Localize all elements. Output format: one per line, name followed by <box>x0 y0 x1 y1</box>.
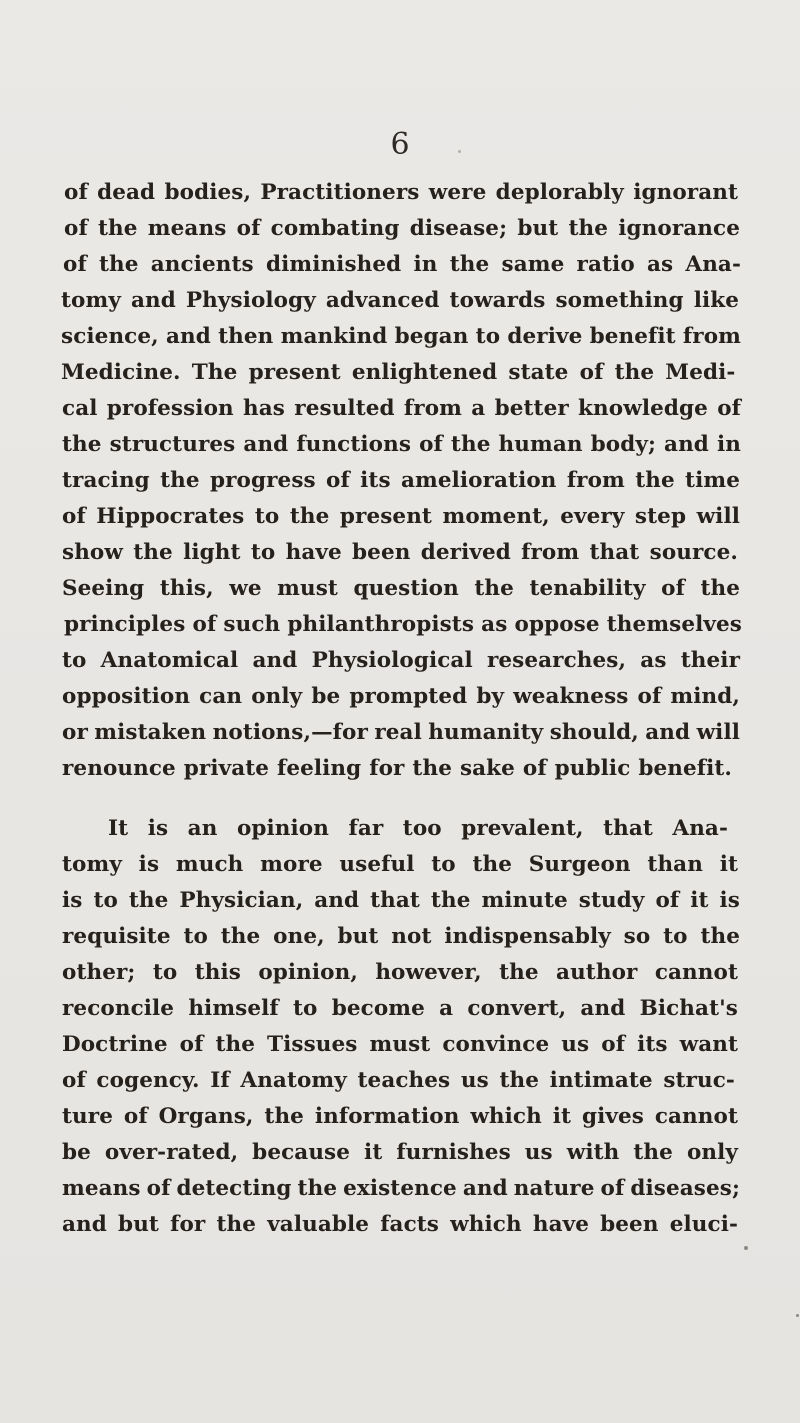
text-line: show the light to have been derived from that source. <box>62 540 738 565</box>
text-line: ture of Organs, the information which it gives cannot <box>62 1104 738 1129</box>
text-line: tomy is much more useful to the Surgeon than it <box>62 852 738 877</box>
text-line: means of detecting the existence and nature of diseases; <box>62 1176 740 1201</box>
text-line: of Hippocrates to the present moment, every step will <box>62 504 740 529</box>
text-line: of dead bodies, Practitioners were deplorably ignorant <box>64 180 738 205</box>
text-line: Doctrine of the Tissues must convince us of its want <box>62 1032 738 1057</box>
text-line: to Anatomical and Physiological researches, as their <box>62 648 740 673</box>
text-line: and but for the valuable facts which have been eluci- <box>62 1212 738 1237</box>
text-line: Medicine. The present enlightened state of the Medi- <box>61 360 736 385</box>
text-line: the structures and functions of the human body; and in <box>62 432 741 457</box>
text-line: opposition can only be prompted by weakness of mind, <box>62 684 740 709</box>
text-line: principles of such philanthropists as oppose themselves <box>64 612 742 637</box>
paper-speck <box>744 1246 748 1250</box>
page-number: 6 <box>390 127 410 162</box>
text-line: be over-rated, because it furnishes us with the only <box>62 1140 738 1165</box>
text-line: or mistaken notions,—for real humanity should, and will <box>62 720 740 745</box>
text-line: Seeing this, we must question the tenability of the <box>62 576 740 601</box>
text-line: science, and then mankind began to derive benefit from <box>61 324 741 349</box>
text-line: of the ancients diminished in the same ratio as Ana- <box>63 252 741 277</box>
text-line: cal profession has resulted from a better knowledge of <box>62 396 741 421</box>
paper-speck <box>796 1314 799 1317</box>
text-line: of the means of combating disease; but the ignorance <box>64 216 740 241</box>
text-line: tracing the progress of its amelioration from the time <box>62 468 740 493</box>
text-line: renounce private feeling for the sake of public benefit. <box>62 756 732 781</box>
text-line: reconcile himself to become a convert, and Bichat's <box>62 996 738 1021</box>
text-line: requisite to the one, but not indispensably so to the <box>62 924 740 949</box>
text-line: tomy and Physiology advanced towards something like <box>61 288 739 313</box>
text-line: other; to this opinion, however, the author cannot <box>62 960 738 985</box>
text-line: It is an opinion far too prevalent, that Ana- <box>108 816 728 841</box>
paper-speck <box>458 150 461 153</box>
text-line: is to the Physician, and that the minute study of it is <box>62 888 740 913</box>
text-line: of cogency. If Anatomy teaches us the intimate struc- <box>62 1068 735 1093</box>
